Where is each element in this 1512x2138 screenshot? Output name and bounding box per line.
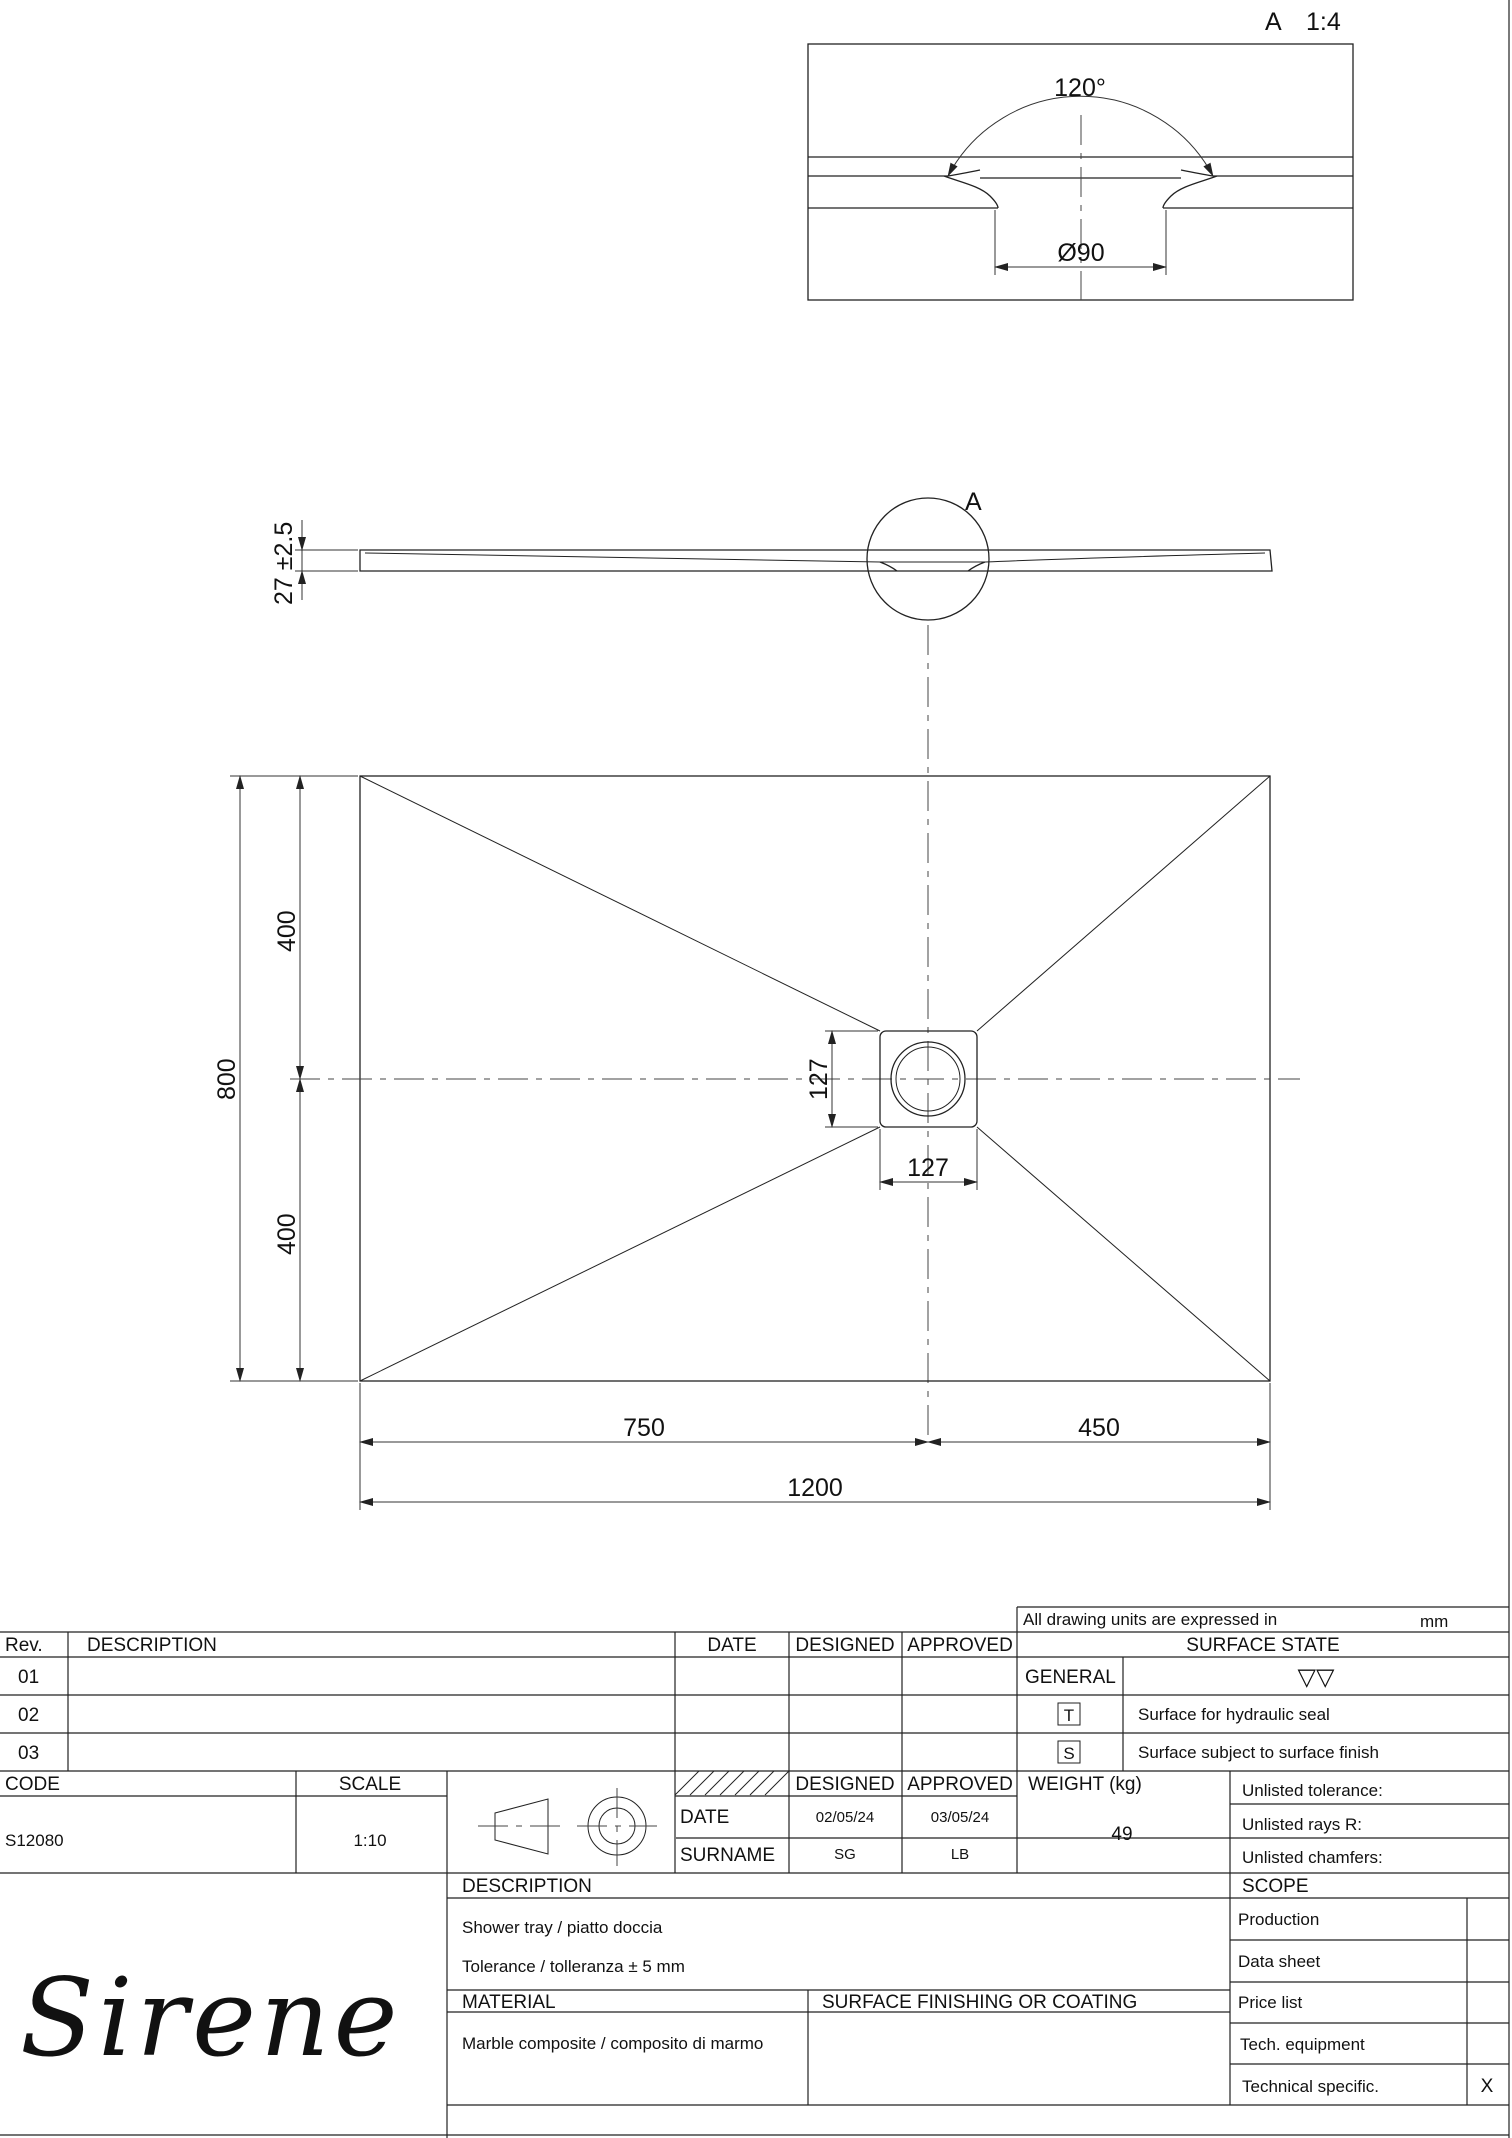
- side-section-view: [270, 488, 1272, 620]
- code-label: CODE: [5, 1774, 60, 1795]
- designed-label: DESIGNED: [795, 1774, 895, 1795]
- rev-desc-header: DESCRIPTION: [87, 1635, 217, 1656]
- tolerance-2: Unlisted rays R:: [1242, 1815, 1362, 1834]
- section-drain-cut: [880, 562, 985, 571]
- slope-line-tl: [360, 776, 880, 1031]
- rev-approved-header: APPROVED: [907, 1635, 1013, 1656]
- slope-line-tr: [977, 776, 1270, 1031]
- width-right-label: 450: [1078, 1414, 1120, 1442]
- detail-view-a: [808, 8, 1353, 300]
- detail-top-surface-right: [1181, 157, 1353, 176]
- surface-s-code: S: [1063, 1744, 1075, 1763]
- drain-height-label: 127: [805, 1058, 833, 1100]
- scope-technical-spec-mark: X: [1480, 2076, 1494, 2097]
- designed-by: SG: [834, 1846, 856, 1863]
- scope-data-sheet: Data sheet: [1238, 1952, 1321, 1971]
- date-label: DATE: [680, 1807, 730, 1828]
- slope-line-bl: [360, 1127, 880, 1381]
- units-note: All drawing units are expressed in: [1023, 1610, 1278, 1629]
- height-top-label: 400: [273, 910, 301, 952]
- projection-symbol-icon: [478, 1788, 657, 1866]
- slope-line-br: [977, 1127, 1270, 1381]
- description-line-2: Tolerance / tolleranza ± 5 mm: [462, 1957, 685, 1976]
- surface-t-text: Surface for hydraulic seal: [1138, 1705, 1330, 1724]
- scope-production: Production: [1238, 1910, 1320, 1929]
- tolerance-1: Unlisted tolerance:: [1242, 1781, 1383, 1800]
- detail-angle-label: 120°: [1054, 74, 1106, 102]
- rev-02: 02: [18, 1705, 40, 1726]
- rev-date-header: DATE: [707, 1635, 757, 1656]
- weight-value: 49: [1111, 1824, 1133, 1845]
- width-left-label: 750: [623, 1414, 665, 1442]
- material-value: Marble composite / composito di marmo: [462, 2034, 764, 2053]
- rev-header: Rev.: [5, 1635, 43, 1656]
- thickness-dimension-label: 27 ±2.5: [270, 521, 298, 605]
- scope-technical-spec: Technical specific.: [1242, 2077, 1380, 2096]
- height-bottom-label: 400: [273, 1213, 301, 1255]
- surface-state-title: SURFACE STATE: [1186, 1635, 1340, 1656]
- approved-by: LB: [950, 1846, 970, 1863]
- designed-date: 02/05/24: [815, 1809, 875, 1826]
- description-label: DESCRIPTION: [462, 1876, 592, 1897]
- rev-01: 01: [18, 1667, 40, 1688]
- scope-label: SCOPE: [1242, 1876, 1309, 1897]
- tolerance-3: Unlisted chamfers:: [1242, 1848, 1383, 1867]
- approved-label: APPROVED: [907, 1774, 1013, 1795]
- code-value: S12080: [5, 1831, 64, 1850]
- surface-general-symbol: ▽▽: [1297, 1663, 1335, 1691]
- detail-diameter-label: Ø90: [1057, 239, 1105, 267]
- scale-value: 1:10: [353, 1831, 387, 1850]
- weight-label: WEIGHT (kg): [1028, 1774, 1142, 1795]
- detail-label: A: [1265, 8, 1282, 36]
- rev-03: 03: [18, 1743, 40, 1764]
- scale-label: SCALE: [338, 1774, 402, 1795]
- section-detail-label: A: [965, 488, 982, 516]
- height-total-label: 800: [213, 1058, 241, 1100]
- surface-t-code: T: [1063, 1706, 1075, 1725]
- surname-label: SURNAME: [680, 1845, 776, 1866]
- surface-general-label: GENERAL: [1025, 1667, 1116, 1688]
- scope-price-list: Price list: [1238, 1993, 1303, 2012]
- description-line-1: Shower tray / piatto doccia: [462, 1918, 663, 1937]
- width-total-label: 1200: [787, 1474, 843, 1502]
- section-detail-circle: [867, 498, 989, 620]
- detail-scale: 1:4: [1306, 8, 1341, 36]
- hatch-cell: [675, 1771, 789, 1796]
- brand-logo: Sirene: [20, 1956, 402, 2081]
- title-block: [0, 1607, 1509, 2138]
- section-inner-slope: [365, 553, 1265, 562]
- approved-date: 03/05/24: [930, 1809, 990, 1826]
- surface-s-text: Surface subject to surface finish: [1138, 1743, 1379, 1762]
- drain-width-label: 127: [907, 1154, 949, 1182]
- rev-designed-header: DESIGNED: [795, 1635, 895, 1656]
- plan-view: [213, 776, 1300, 1510]
- scope-tech-equipment: Tech. equipment: [1240, 2035, 1365, 2054]
- finishing-label: SURFACE FINISHING OR COATING: [822, 1992, 1138, 2013]
- material-label: MATERIAL: [462, 1992, 556, 2013]
- units-value: mm: [1420, 1612, 1449, 1631]
- detail-top-surface-left: [808, 157, 980, 176]
